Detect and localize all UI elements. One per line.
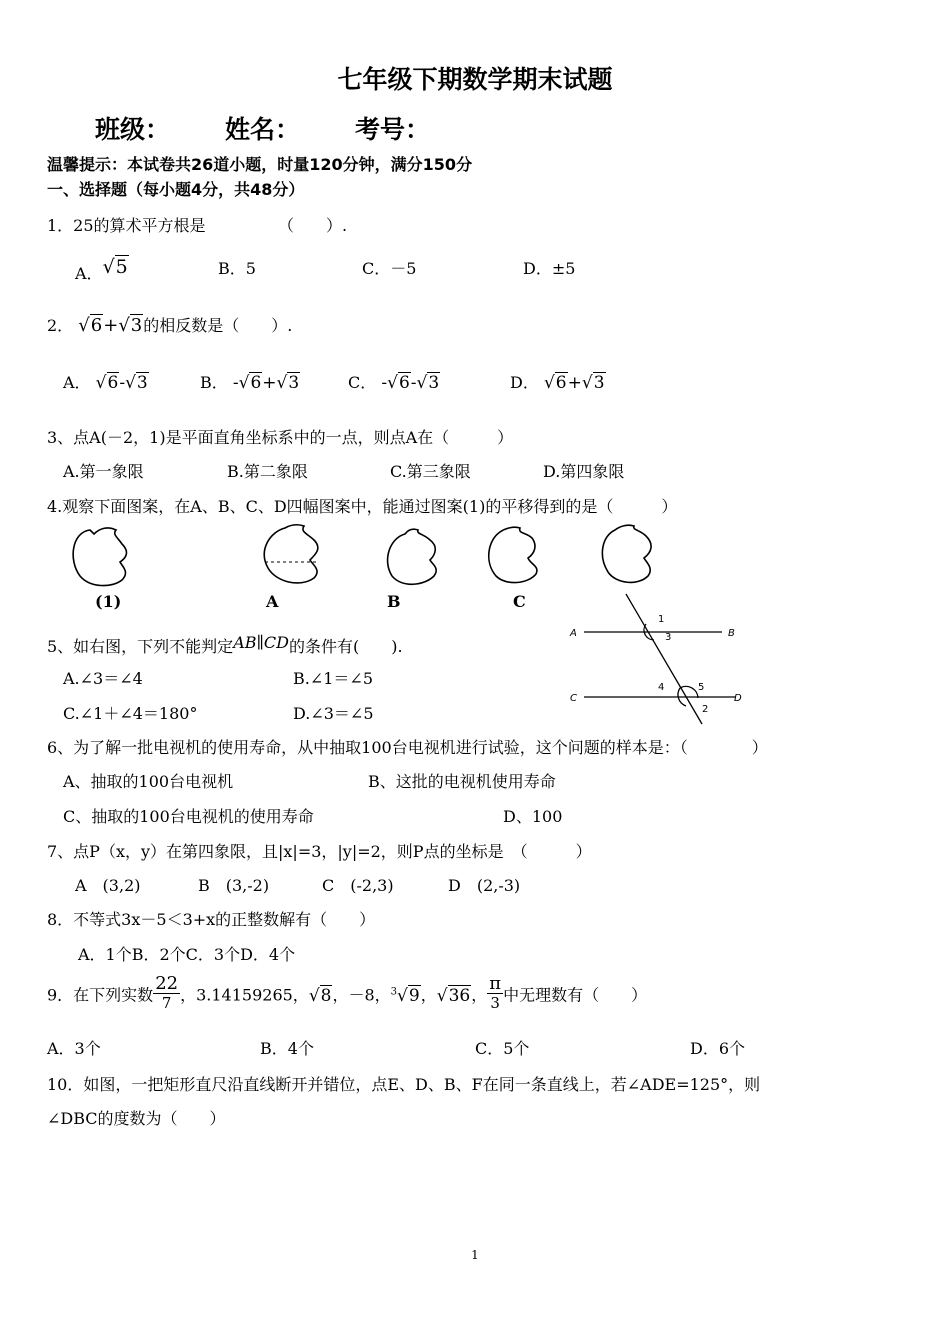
- question-1-stem: 1．25的算术平方根是: [47, 216, 206, 235]
- notice: 温馨提示：本试卷共26道小题，时量120分钟，满分150分: [47, 155, 473, 174]
- q3-option-c: C.第三象限: [390, 462, 471, 481]
- q5-option-d: D.∠3＝∠5: [293, 704, 374, 723]
- question-4-stem: 4.观察下面图案，在A、B、C、D四幅图案中，能通过图案(1)的平移得到的是（ ）: [47, 497, 678, 516]
- q2-b-rad1: 6: [250, 373, 262, 393]
- sqrt-icon: √6: [78, 315, 103, 336]
- q2-option-a-expr: [96, 373, 149, 393]
- q9-pi-fraction: [487, 975, 503, 1013]
- q2-tail: 的相反数是（ ）.: [143, 316, 293, 335]
- q5-option-b: B.∠1＝∠5: [293, 669, 374, 688]
- q9-option-c: C．5个: [475, 1039, 530, 1058]
- q9-frac-den: 7: [161, 994, 172, 1012]
- sqrt-icon: √6: [543, 373, 567, 393]
- q2-option-c: [348, 370, 440, 393]
- q7-option-d: D (2,-3): [448, 876, 521, 895]
- sqrt-icon: √8: [308, 985, 332, 1006]
- q1-option-b: B．5: [218, 259, 256, 278]
- q9-fraction: [153, 975, 180, 1013]
- q2-option-b: [200, 370, 300, 393]
- question-1-blank: （ ）.: [278, 216, 348, 235]
- section-heading: 一、选择题（每小题4分，共48分）: [47, 180, 305, 199]
- q2-a-rad1: 6: [107, 373, 119, 393]
- q5-ab: AB: [233, 633, 257, 652]
- q2-b-op: +: [262, 373, 277, 393]
- sqrt-icon: √3: [276, 373, 300, 393]
- q1-option-c: C．－5: [362, 259, 417, 278]
- q1-option-d: D．±5: [523, 259, 576, 278]
- q9-sqrt36: 36: [448, 985, 471, 1006]
- leaf-icon: [602, 525, 651, 582]
- question-3-stem: 3、点A(－2，1)是平面直角坐标系中的一点，则点A在（ ）: [47, 428, 514, 447]
- q1-option-a-math: 5: [115, 256, 128, 278]
- q2-c-op: -: [410, 373, 417, 393]
- q1-option-a: [75, 256, 129, 284]
- question-5-stem: [47, 633, 403, 657]
- question-9-stem: [47, 975, 647, 1013]
- q6-option-d: D、100: [503, 807, 563, 826]
- label-B: B: [728, 628, 735, 639]
- q2-radicand-a: 6: [90, 315, 103, 336]
- question-7-stem: 7、点P（x，y）在第四象限，且|x|=3，|y|=2，则P点的坐标是 （ ）: [47, 842, 592, 861]
- sqrt-icon: √36: [436, 985, 471, 1006]
- q9-pre: 9．在下列实数: [47, 985, 154, 1005]
- label-C: C: [570, 693, 577, 704]
- q5-parallel: ∥: [256, 633, 264, 652]
- q2-c-rad2: 3: [428, 373, 440, 393]
- sqrt-icon: √3: [118, 315, 143, 336]
- q2-expression: [78, 315, 143, 336]
- sqrt-icon: √3: [581, 373, 605, 393]
- q2-b-rad2: 3: [288, 373, 300, 393]
- q9-mid2: ，－8，: [332, 985, 391, 1005]
- q7-option-a: A (3,2): [75, 876, 141, 895]
- q4-leaf-figures: [60, 522, 680, 594]
- q9-cbrt-index: 3: [390, 985, 398, 997]
- q9-sqrt8: 8: [320, 985, 332, 1006]
- leaf-icon: [388, 529, 437, 584]
- cube-root-icon: $^3$√9: [390, 985, 420, 1006]
- q9-comma2: ，: [471, 985, 488, 1005]
- q5-cd: CD: [263, 633, 289, 652]
- leaf-icon: [264, 525, 318, 583]
- q2-d-rad2: 3: [593, 373, 605, 393]
- q9-option-a: A．3个: [47, 1039, 101, 1058]
- q5-option-c: C.∠1＋∠4＝180°: [63, 704, 198, 723]
- sqrt-icon: √3: [125, 373, 148, 393]
- q2-c-rad1: 6: [398, 373, 410, 393]
- class-label: 班级：: [95, 115, 171, 144]
- label-2: 2: [702, 704, 709, 715]
- q3-option-a: A.第一象限: [63, 462, 144, 481]
- q2-option-b-label: B．: [200, 373, 228, 392]
- q4-label-a: A: [266, 592, 279, 611]
- q2-number: 2．: [47, 316, 74, 335]
- q2-a-op: -: [119, 373, 126, 393]
- label-A: A: [570, 628, 577, 639]
- q2-c-sign: -: [381, 373, 388, 393]
- q4-label-1: (1): [95, 592, 122, 611]
- label-5: 5: [698, 682, 705, 693]
- q2-option-c-label: C．: [348, 373, 377, 392]
- question-8-stem: 8．不等式3x－5＜3+x的正整数解有（ ）: [47, 910, 376, 929]
- q9-frac-num: 22: [155, 973, 179, 994]
- q9-mid1: ，3.14159265，: [180, 985, 309, 1005]
- q2-option-a: [63, 370, 149, 393]
- q4-label-b: B: [387, 592, 401, 611]
- question-2-stem: [47, 313, 292, 336]
- q2-a-rad2: 3: [136, 373, 148, 393]
- q2-option-d: [510, 370, 606, 393]
- page-number: 1: [471, 1248, 479, 1262]
- sqrt-icon: √6: [387, 373, 410, 393]
- label-4: 4: [658, 682, 665, 693]
- q2-option-b-expr: [233, 373, 300, 393]
- q3-option-d: D.第四象限: [543, 462, 625, 481]
- q3-option-b: B.第二象限: [227, 462, 308, 481]
- page-title: 七年级下期数学期末试题: [337, 65, 613, 94]
- id-label: 考号：: [355, 115, 431, 144]
- q7-option-c: C (-2,3): [322, 876, 394, 895]
- q1-option-a-label: A．: [75, 264, 103, 283]
- q9-tail: 中无理数有（ ）: [503, 985, 648, 1005]
- q4-label-c: C: [513, 592, 526, 611]
- q2-option-c-expr: [381, 373, 440, 393]
- sqrt-icon: √5: [102, 256, 128, 278]
- q2-option-d-expr: [544, 373, 606, 393]
- q5-stem-pre: 5、如右图，下列不能判定: [47, 637, 234, 656]
- leaf-icon: [73, 528, 126, 586]
- label-1: 1: [658, 614, 665, 625]
- q2-radicand-b: 3: [130, 315, 143, 336]
- q2-d-rad1: 6: [555, 373, 567, 393]
- q5-stem-post: 的条件有( ).: [288, 637, 403, 656]
- label-3: 3: [665, 632, 672, 643]
- q2-option-a-label: A．: [63, 373, 91, 392]
- q9-pi: π: [489, 973, 502, 994]
- sqrt-icon: √6: [238, 373, 262, 393]
- q8-options: A．1个B．2个C．3个D．4个: [78, 945, 296, 964]
- q2-option-d-label: D．: [510, 373, 539, 392]
- q5-parallel-lines-figure: [562, 588, 762, 726]
- q9-option-d: D．6个: [690, 1039, 746, 1058]
- sqrt-icon: √6: [95, 373, 119, 393]
- q7-option-b: B (3,-2): [198, 876, 270, 895]
- q2-plus: +: [103, 315, 119, 336]
- q6-option-c: C、抽取的100台电视机的使用寿命: [63, 807, 314, 826]
- question-10-line-2: ∠DBC的度数为（ ）: [47, 1109, 226, 1128]
- q6-option-b: B、这批的电视机使用寿命: [368, 772, 556, 791]
- label-D: D: [734, 693, 742, 704]
- q2-b-sign: -: [232, 373, 239, 393]
- leaf-icon: [489, 527, 537, 582]
- question-6-stem: 6、为了解一批电视机的使用寿命，从中抽取100台电视机进行试验，这个问题的样本是：（ ）: [47, 738, 768, 757]
- q9-cbrt9: 9: [408, 985, 420, 1006]
- name-label: 姓名：: [225, 115, 301, 144]
- question-10-line-1: 10．如图，一把矩形直尺沿直线断开并错位，点E、D、B、F在同一条直线上，若∠ADE=125°，则: [47, 1075, 761, 1094]
- q5-option-a: A.∠3＝∠4: [63, 669, 143, 688]
- q9-option-b: B．4个: [260, 1039, 314, 1058]
- sqrt-icon: √3: [416, 373, 440, 393]
- q9-comma: ，: [420, 985, 437, 1005]
- q9-pi-den: 3: [490, 994, 500, 1012]
- q2-d-op: +: [567, 373, 582, 393]
- q6-option-a: A、抽取的100台电视机: [63, 772, 234, 791]
